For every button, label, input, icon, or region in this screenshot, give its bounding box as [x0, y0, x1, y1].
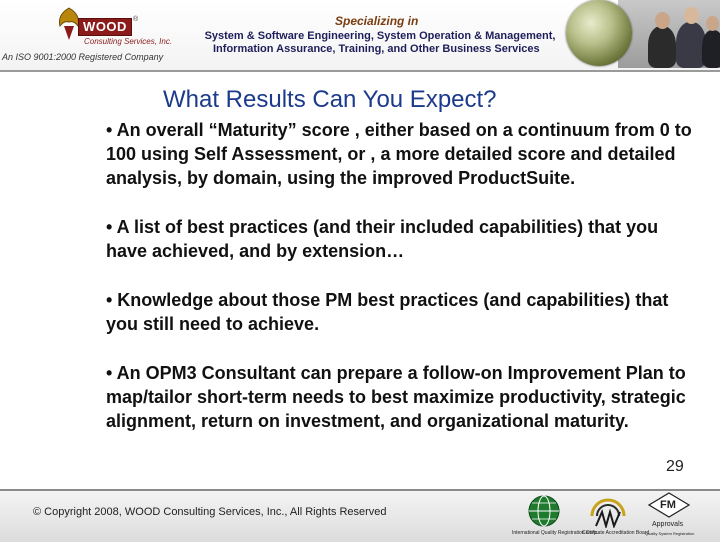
globe-image [566, 0, 632, 66]
bullet-best-practices: • A list of best practices (and their included capabilities) that you have achieved, and by extension… [106, 217, 659, 261]
copyright-text: © Copyright 2008, WOOD Consulting Services, Inc., All Rights Reserved [33, 506, 387, 518]
bullet-list [106, 118, 696, 458]
iqnet-globe-icon [526, 494, 562, 528]
iqnet-caption: International Quality Registration Corp. [512, 530, 599, 536]
tagline-block [200, 15, 560, 56]
logo-wordmark-box [78, 18, 132, 36]
bullet-maturity-score: • An overall “Maturity” score , either based on a continuum from 0 to 100 using Self Assessment, or , a more detailed score and detailed analysis, by domain, using the improved ProductSuite. [106, 120, 692, 188]
ukas-caption: Certificate Accreditation Board [582, 530, 650, 536]
registered-mark: ® [133, 16, 139, 23]
bullet-knowledge: • Knowledge about those PM best practices (and capabilities) that you still need to achieve. [106, 290, 669, 334]
ukas-sun-icon [588, 492, 628, 528]
header-banner [0, 0, 720, 72]
page-number: 29 [666, 458, 684, 475]
fm-mark: FM [660, 499, 676, 511]
tagline-line-2: Information Assurance, Training, and Other Business Services [213, 43, 540, 55]
fm-caption: Quality System Registration [645, 531, 695, 536]
bullet-improvement-plan: • An OPM3 Consultant can prepare a follow-on Improvement Plan to map/tailor short-term needs to best maximize productivity, strategic alignment, return on investment, and organizational maturity. [106, 363, 686, 431]
slide-title: What Results Can You Expect? [163, 86, 497, 113]
tagline-title: Specializing in [335, 14, 419, 28]
iso-certification-text: An ISO 9001:2000 Registered Company [2, 52, 164, 62]
logo-wordmark: WOOD [83, 19, 127, 34]
businesspeople-image [618, 0, 720, 68]
fm-approvals-label: Approvals [652, 521, 684, 528]
tagline-line-1: System & Software Engineering, System Operation & Management, [204, 30, 556, 42]
logo-subtitle: Consulting Services, Inc. [84, 37, 173, 46]
